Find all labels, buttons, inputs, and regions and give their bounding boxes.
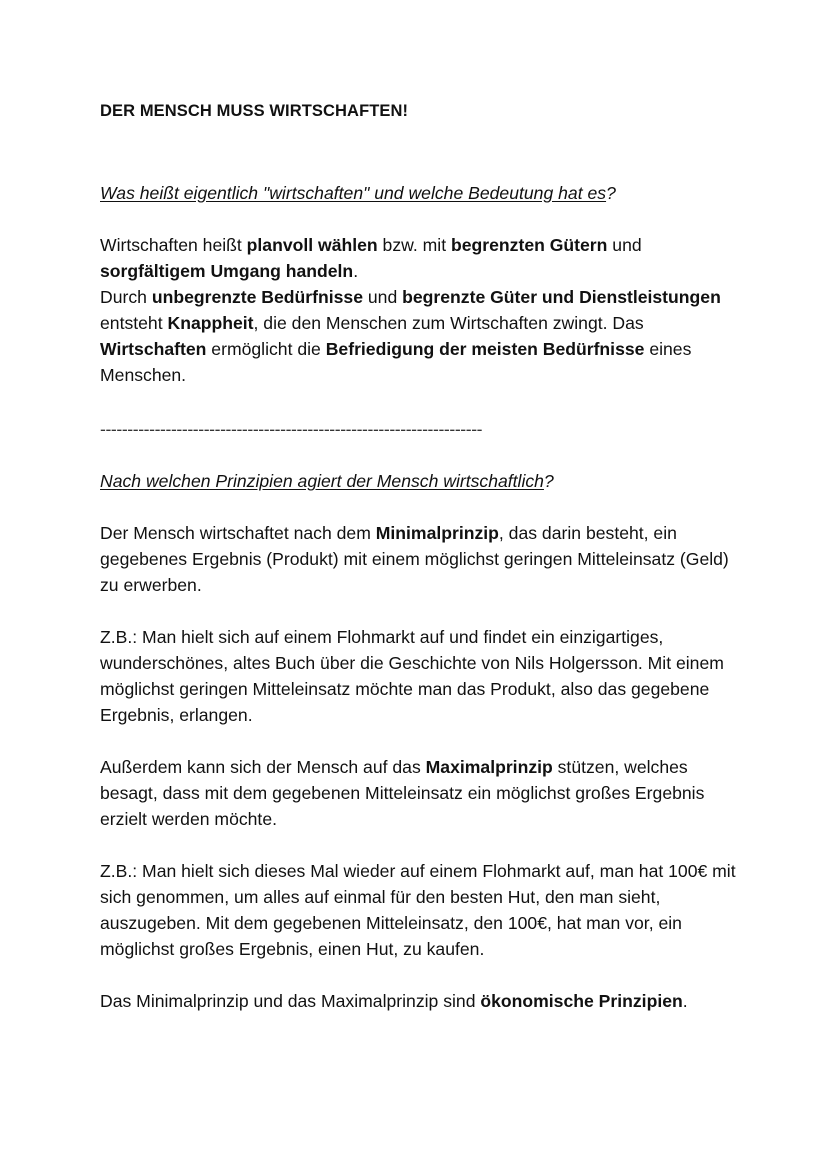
- document-title: DER MENSCH MUSS WIRTSCHAFTEN!: [100, 102, 409, 120]
- question-1-text: Was heißt eigentlich "wirtschaften" und welche Bedeutung hat es: [100, 183, 607, 203]
- bold-term: unbegrenzte Bedürfnisse: [151, 287, 363, 307]
- question-2-text: Nach welchen Prinzipien agiert der Mensch wirtschaftlich: [100, 471, 544, 491]
- text-run: .: [353, 261, 359, 281]
- text-run: stützen, welches besagt, dass mit dem gegebenen Mitteleinsatz ein möglichst großes Ergebnis erzielt werden möchte.: [100, 757, 705, 829]
- bold-term: begrenzten Gütern: [451, 235, 608, 255]
- bold-term: Befriedigung der meisten Bedürfnisse: [325, 339, 645, 359]
- text-run: bzw. mit: [377, 235, 451, 255]
- bold-term: Wirtschaften: [100, 339, 207, 359]
- text-run: und: [607, 235, 642, 255]
- text-run: Wirtschaften heißt: [100, 235, 247, 255]
- text-run: Das Minimalprinzip und das Maximalprinzip sind: [100, 991, 481, 1011]
- divider-line: ----------------------------------------------------------------------: [100, 419, 483, 439]
- spacer: [100, 962, 740, 988]
- text-run: , das darin besteht, ein gegebenes Ergebnis (Produkt) mit einem möglichst geringen Mitteleinsatz (Geld) zu erwerben.: [100, 523, 729, 595]
- text-run: entsteht: [100, 313, 168, 333]
- question-heading-2: [100, 468, 740, 494]
- paragraph-maximalprinzip: [100, 754, 740, 832]
- spacer: [100, 598, 740, 624]
- paragraph-example-2: Z.B.: Man hielt sich dieses Mal wieder auf einem Flohmarkt auf, man hat 100€ mit sich genommen, um alles auf einmal für den besten Hut, den man sieht, auszugeben. Mit dem gegebenen Mitteleinsatz, den 100€, hat man vor, ein möglichst großes Ergebnis, einen Hut, zu kaufen.: [100, 861, 736, 959]
- spacer: [100, 728, 740, 754]
- question-2-mark: ?: [543, 471, 554, 491]
- spacer: [100, 494, 740, 520]
- text-run: , die den Menschen zum Wirtschaften zwingt. Das: [253, 313, 644, 333]
- bold-term: sorgfältigem Umgang handeln: [100, 261, 354, 281]
- spacer: [100, 832, 740, 858]
- spacer: [100, 442, 740, 468]
- bold-term: Minimalprinzip: [375, 523, 499, 543]
- paragraph-minimalprinzip: [100, 520, 740, 598]
- text-run: Der Mensch wirtschaftet nach dem: [100, 523, 376, 543]
- document-page: [100, 98, 740, 1014]
- bold-term: begrenzte Güter und Dienstleistungen: [402, 287, 721, 307]
- spacer: [100, 388, 740, 416]
- text-run: eines Menschen.: [100, 339, 692, 385]
- question-heading-1: [100, 180, 740, 206]
- bold-term: ökonomische Prinzipien: [480, 991, 683, 1011]
- spacer: [100, 128, 740, 180]
- text-run: Durch: [100, 287, 152, 307]
- paragraph-conclusion: [100, 988, 740, 1014]
- paragraph-example-1: Z.B.: Man hielt sich auf einem Flohmarkt auf und findet ein einzigartiges, wunderschönes, altes Buch über die Geschichte von Nils Holgersson. Mit einem möglichst geringen Mitteleinsatz möchte man das Produkt, also das gegebene Ergebnis, erlangen.: [100, 627, 724, 725]
- bold-term: Maximalprinzip: [425, 757, 553, 777]
- paragraph-definition: [100, 232, 740, 388]
- text-run: und: [363, 287, 403, 307]
- bold-term: Knappheit: [167, 313, 254, 333]
- question-1-mark: ?: [606, 183, 616, 203]
- bold-term: planvoll wählen: [246, 235, 378, 255]
- spacer: [100, 206, 740, 232]
- text-run: .: [682, 991, 688, 1011]
- text-run: ermöglicht die: [206, 339, 326, 359]
- text-run: Außerdem kann sich der Mensch auf das: [100, 757, 426, 777]
